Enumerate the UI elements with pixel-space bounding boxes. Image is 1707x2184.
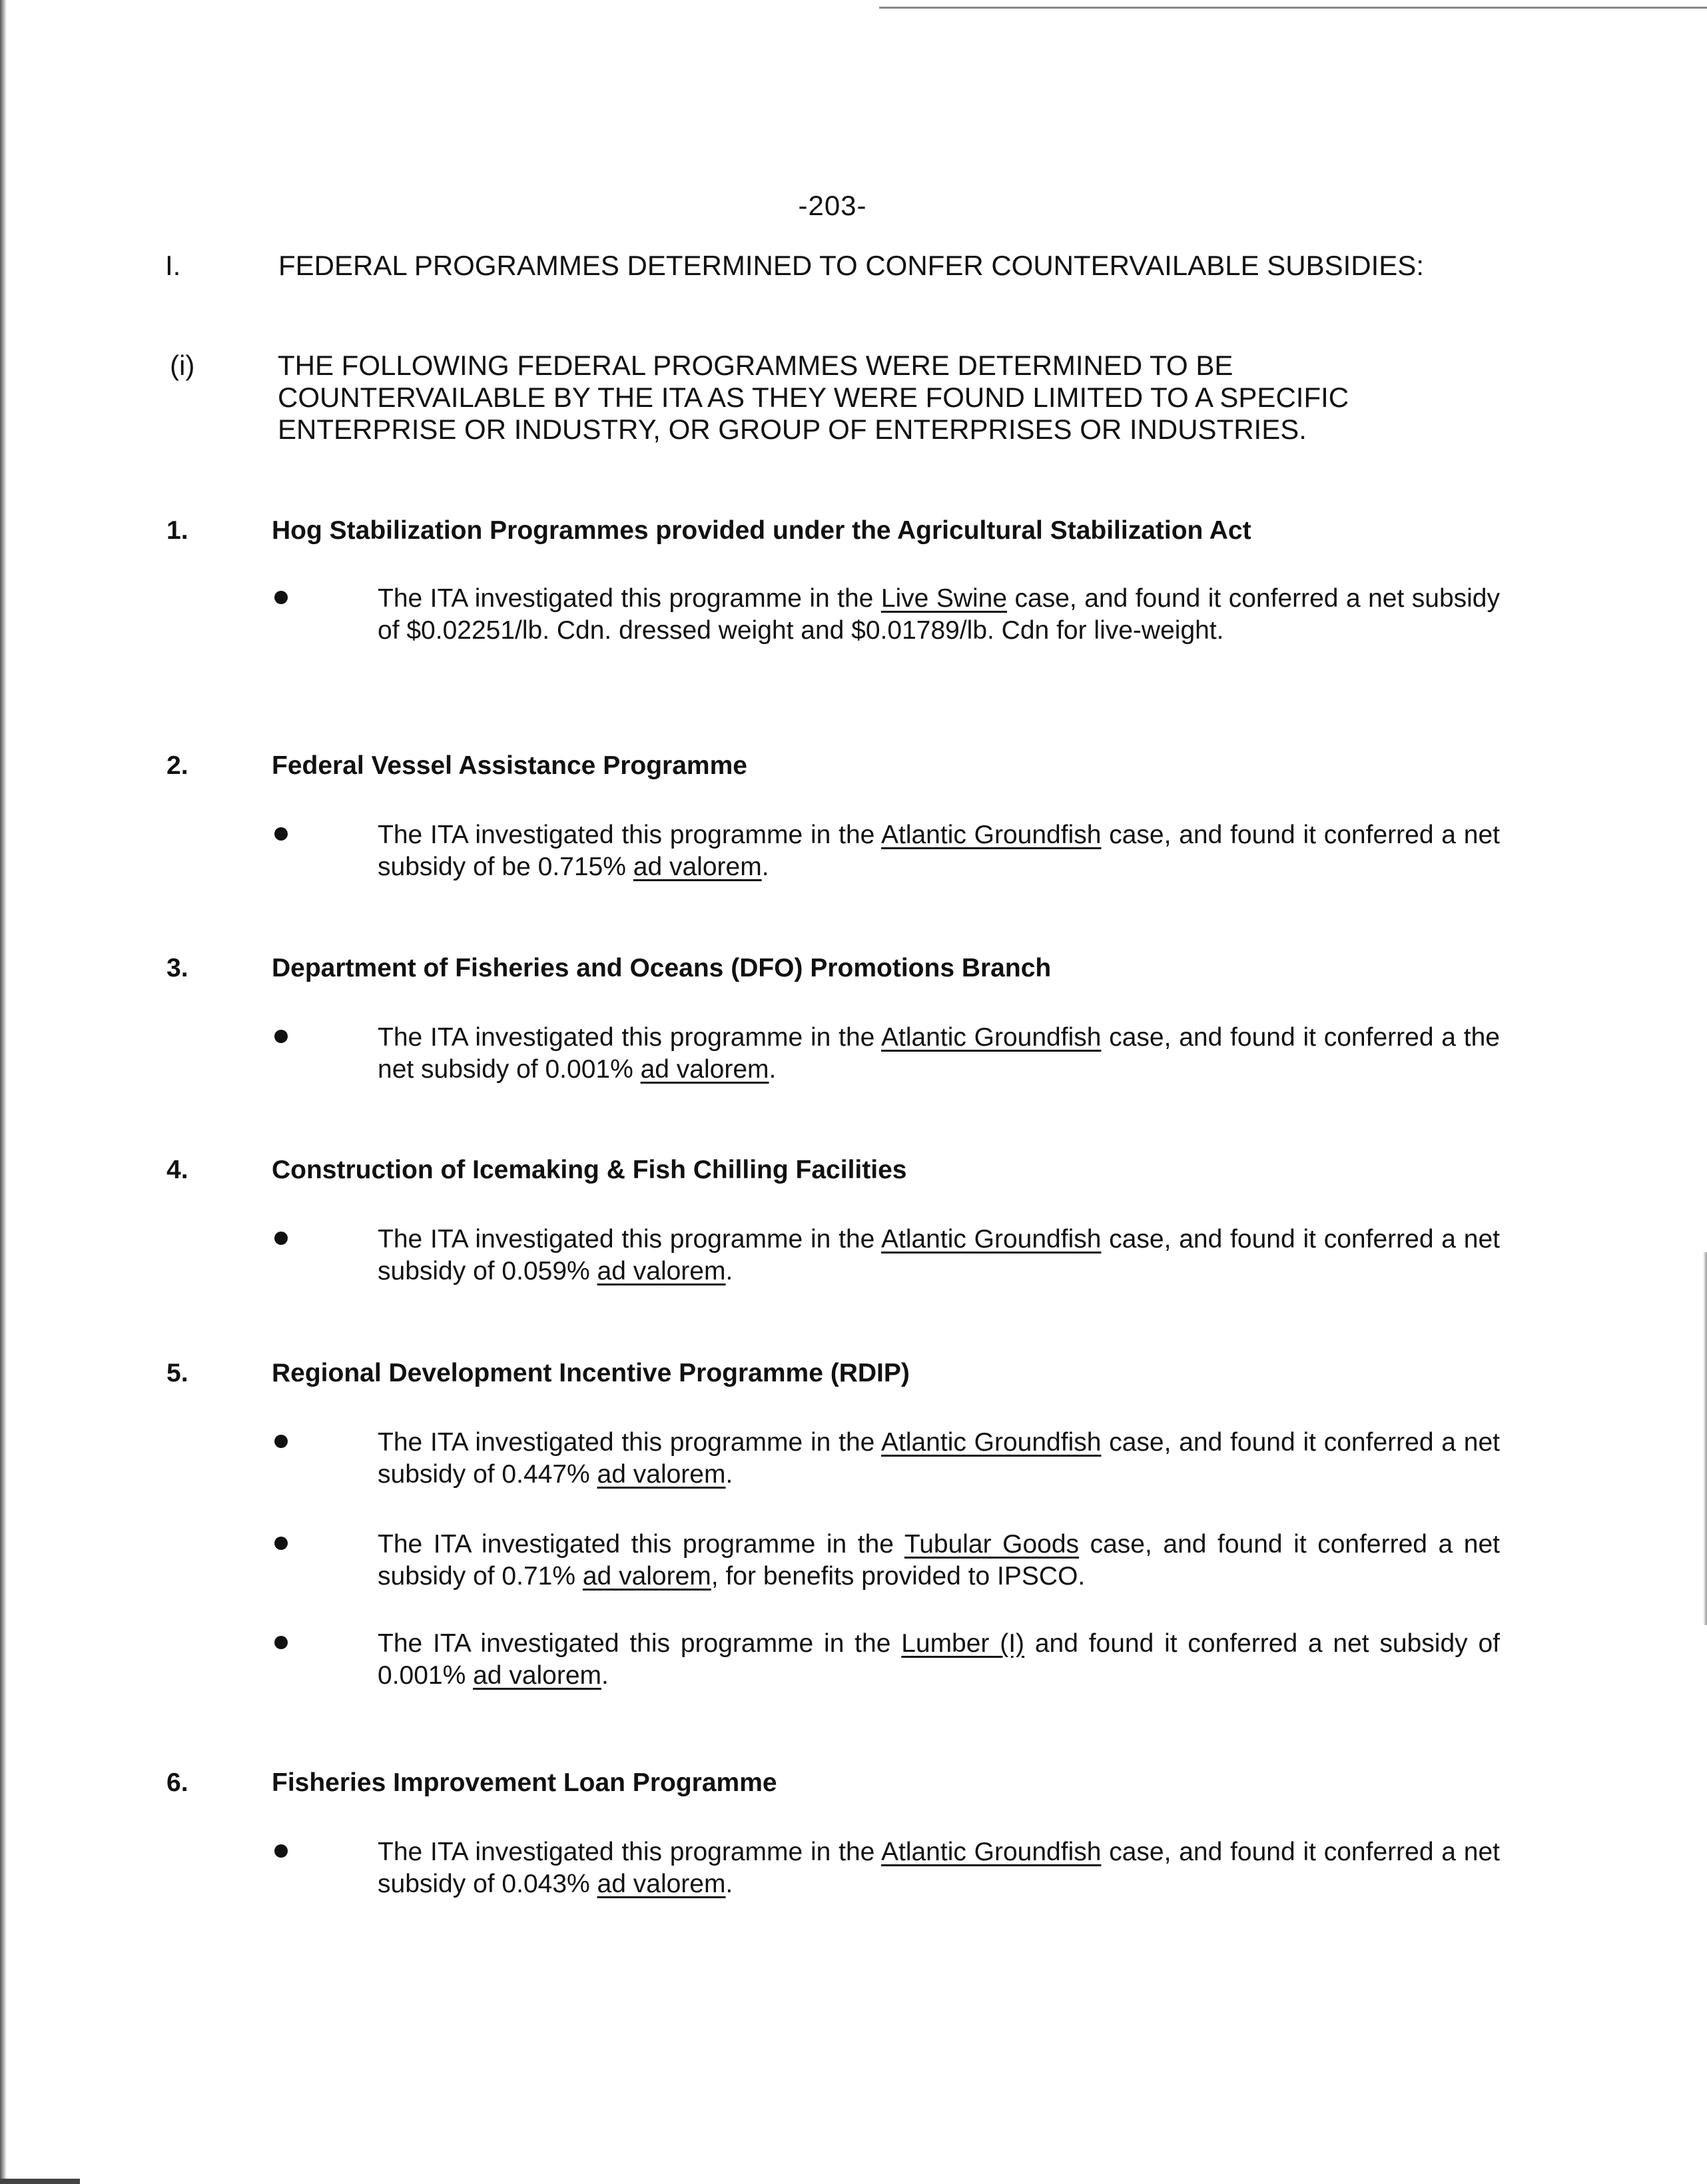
finding-text-tail: . (769, 1055, 777, 1084)
finding-text-pre: The ITA investigated this programme in the (378, 1629, 902, 1658)
finding-text-pre: The ITA investigated this programme in the (378, 1023, 881, 1052)
finding-text-post: and found it conferred a net subsidy of 0.001% (378, 1629, 1500, 1690)
finding-text-tail: . (761, 853, 769, 881)
finding-text-post: case, and found it conferred a net subsidy of $0.02251/lb. Cdn. dressed weight and $0.01789/lb. Cdn for live-weight. (378, 584, 1500, 645)
programme-name: Department of Fisheries and Oceans (DFO) Promotions Branch (272, 954, 1052, 982)
finding-text (378, 1427, 1500, 1491)
finding-text (378, 819, 1500, 883)
finding-text-pre: The ITA investigated this programme in the (378, 1428, 881, 1457)
section-title: FEDERAL PROGRAMMES DETERMINED TO CONFER COUNTERVAILABLE SUBSIDIES: (278, 250, 1424, 281)
programme-title (167, 954, 1051, 983)
case-name: Atlantic Groundfish (880, 1225, 1102, 1254)
ad-valorem: ad valorem (473, 1661, 602, 1690)
case-name: Lumber (I) (901, 1629, 1025, 1658)
case-name: Atlantic Groundfish (880, 1428, 1102, 1457)
finding-text-pre: The ITA investigated this programme in the (378, 1530, 904, 1559)
finding-text-post: case, and found it conferred a net subsidy of 0.447% (378, 1428, 1500, 1489)
finding-text-pre: The ITA investigated this programme in the (378, 1838, 881, 1866)
finding-text-pre: The ITA investigated this programme in the (378, 1225, 881, 1254)
page-number: -203- (798, 190, 867, 221)
ad-valorem: ad valorem (633, 853, 762, 881)
finding-text-post: case, and found it conferred a net subsidy of 0.059% (378, 1225, 1500, 1285)
finding-text-post: case, and found it conferred a net subsidy of 0.71% (378, 1530, 1500, 1591)
scan-artifact-right-edge (1703, 1252, 1707, 1625)
programme-title (167, 1359, 910, 1388)
bullet-dot-icon (274, 1030, 288, 1043)
bullet-dot-icon (274, 1636, 288, 1649)
programme-title (167, 1768, 777, 1798)
bullet-dot-icon (274, 591, 288, 604)
subsection-number: (i) (170, 350, 195, 381)
finding-text-post: case, and found it conferred a the net subsidy of 0.001% (378, 1023, 1500, 1084)
finding-text (378, 583, 1500, 647)
finding-text (378, 1836, 1500, 1900)
programme-name: Construction of Icemaking & Fish Chilling Facilities (272, 1156, 907, 1184)
section-number: I. (165, 250, 181, 281)
finding-text-pre: The ITA investigated this programme in the (378, 584, 881, 613)
finding-text-tail: . (601, 1661, 609, 1690)
programme-name: Hog Stabilization Programmes provided under the Agricultural Stabilization Act (272, 516, 1251, 545)
bullet-dot-icon (274, 1232, 288, 1245)
ad-valorem: ad valorem (597, 1870, 726, 1898)
case-name: Atlantic Groundfish (880, 821, 1102, 849)
finding-text-tail: . (725, 1870, 733, 1898)
programme-number: 4. (167, 1156, 188, 1184)
scan-artifact-left-edge (0, 0, 7, 2184)
finding-text (378, 1628, 1500, 1692)
finding-text (378, 1224, 1500, 1287)
finding-text-post: case, and found it conferred a net subsidy of be 0.715% (378, 821, 1500, 881)
programme-name: Regional Development Incentive Programme (RDIP) (272, 1359, 910, 1387)
finding-text-tail: , for benefits provided to IPSCO. (711, 1562, 1086, 1591)
case-name: Live Swine (880, 584, 1008, 613)
ad-valorem: ad valorem (640, 1055, 769, 1084)
finding-text-pre: The ITA investigated this programme in the (378, 821, 881, 849)
ad-valorem: ad valorem (582, 1562, 711, 1591)
ad-valorem: ad valorem (597, 1460, 726, 1489)
scan-artifact-bottom-mark (0, 2179, 80, 2184)
bullet-dot-icon (274, 1844, 288, 1858)
bullet-dot-icon (274, 827, 288, 841)
finding-text-tail: . (725, 1257, 733, 1285)
finding-text-tail: . (725, 1460, 733, 1489)
programme-title (167, 516, 1251, 546)
ad-valorem: ad valorem (597, 1257, 726, 1285)
programme-number: 2. (167, 751, 188, 780)
programme-number: 6. (167, 1768, 188, 1797)
programme-number: 3. (167, 954, 188, 982)
finding-text (378, 1529, 1500, 1593)
case-name: Atlantic Groundfish (880, 1838, 1102, 1866)
scan-artifact-top-line (879, 0, 1707, 9)
finding-text-post: case, and found it conferred a net subsidy of 0.043% (378, 1838, 1500, 1898)
finding-text (378, 1022, 1500, 1086)
programme-number: 5. (167, 1359, 188, 1387)
bullet-dot-icon (274, 1537, 288, 1550)
subsection-text: THE FOLLOWING FEDERAL PROGRAMMES WERE DETERMINED TO BE COUNTERVAILABLE BY THE ITA AS THEY WERE FOUND LIMITED TO A SPECIFIC ENTERPRISE OR INDUSTRY, OR GROUP OF ENTERPRISES OR INDUSTRIES. (278, 350, 1349, 445)
programme-title (167, 1156, 906, 1185)
case-name: Tubular Goods (904, 1530, 1080, 1559)
programme-name: Federal Vessel Assistance Programme (272, 751, 747, 780)
bullet-dot-icon (274, 1435, 288, 1448)
programme-number: 1. (167, 516, 188, 545)
case-name: Atlantic Groundfish (880, 1023, 1102, 1052)
programme-title (167, 751, 747, 781)
programme-name: Fisheries Improvement Loan Programme (272, 1768, 777, 1797)
